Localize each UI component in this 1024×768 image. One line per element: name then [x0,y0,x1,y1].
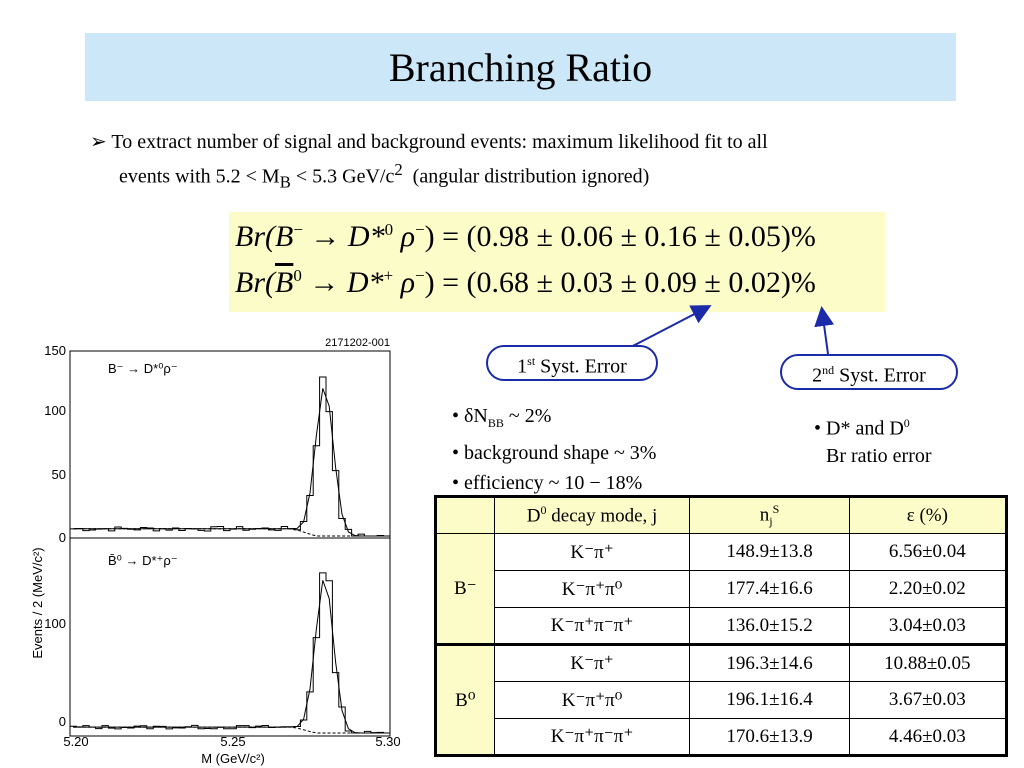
c1-pre: 1 [517,355,528,378]
bullet-line-2-sub: B [279,172,291,192]
header-eff: ε (%) [849,497,1006,534]
bullet-line-2-sup: 2 [394,160,403,179]
cell-mode: K⁻π⁺π⁻π⁺ [494,719,690,756]
branching-ratio-formula [229,212,885,312]
table-header-row [436,497,1007,534]
cell-eff: 6.56±0.04 [849,534,1006,571]
table-row [436,719,1007,756]
f2-rho-sup: − [415,266,425,285]
f1-lhs-sup: − [293,220,303,239]
ytick-top-0: 0 [58,530,66,545]
formula-row-neutral [235,266,816,300]
bottom-panel-label: B̄⁰ → D*⁺ρ⁻ [108,553,178,568]
second-syst-error-callout [780,354,958,390]
f1-lhs: Br(B [235,220,294,253]
table-row [436,571,1007,608]
bullet-line-2-b: < 5.3 GeV/c [290,165,395,188]
f2-b-sup: 0 [293,266,302,285]
ytick-top-100: 100 [44,403,66,418]
group-b-zero: B⁰ [436,645,495,756]
syst-item-nbb [452,401,656,438]
f2-b: $\overline{B}$ [275,266,294,299]
slide-title: Branching Ratio [388,44,653,90]
cell-mode: K⁻π⁺π⁰ [494,682,690,719]
cell-mode: K⁻π⁺π⁰ [494,571,690,608]
title-bar [85,33,956,101]
top-histogram [70,377,390,536]
hm-pre: D [526,505,541,527]
ytick-top-50: 50 [51,467,66,482]
cell-n: 196.3±14.6 [690,645,849,682]
fit-curve [73,580,387,733]
cell-mode: K⁻π⁺π⁻π⁺ [494,608,690,645]
cell-eff: 2.20±0.02 [849,571,1006,608]
header-blank [436,497,495,534]
note-line-1 [814,410,932,443]
header-n [690,497,849,534]
f2-lhs: Br( [235,266,275,299]
cell-eff: 4.46±0.03 [849,719,1006,756]
table-row [436,645,1007,682]
hm-sup: 0 [540,503,547,518]
bullet-marker: ➢ [90,131,107,153]
first-syst-error-callout [486,345,658,381]
plot-ylabel: Events / 2 (MeV/c²) [30,547,45,659]
s1-sub: BB [487,416,504,430]
syst-item-background: • background shape ~ 3% [452,442,657,464]
second-syst-note [814,410,932,470]
intro-bullet [90,128,970,197]
s1-post: ~ 2% [503,405,552,427]
mass-fit-plot [28,333,406,768]
hm-post: decay mode, j [546,505,658,527]
f1-arrow: → D* [302,220,385,253]
table-row [436,682,1007,719]
c1-post: Syst. Error [535,355,627,378]
c2-pre: 2 [812,364,823,387]
plot-xlabel: M (GeV/c²) [201,751,265,766]
f1-rho: ρ [393,220,415,253]
n1-pre: • D* and D [814,417,904,440]
f2-rho: ρ [393,266,415,299]
cell-mode: K⁻π⁺ [494,645,690,682]
ytick-bottom-0: 0 [58,714,66,729]
xtick-520: 5.20 [63,734,89,749]
f2-arrow: → D* [301,266,384,299]
top-panel-frame [70,351,390,538]
formula-row-charged [235,220,816,254]
xtick-525: 5.25 [220,734,246,749]
f1-rho-sup: − [415,220,425,239]
n1-sup: 0 [903,416,910,430]
c2-post: Syst. Error [834,364,926,387]
ytick-bottom-100: 100 [44,616,66,631]
header-mode [494,497,690,534]
cell-eff: 3.04±0.03 [849,608,1006,645]
s1-pre: • δN [452,405,488,427]
f1-d-sup: 0 [384,220,394,239]
cell-mode: K⁻π⁺ [494,534,690,571]
f2-d-sup: + [383,266,394,285]
hn: n [759,504,770,526]
bullet-line-2-a: events with 5.2 < M [119,165,280,188]
table-row [436,534,1007,571]
second-error-arrow [822,310,828,354]
background-curve [73,727,387,733]
xtick-530: 5.30 [375,734,401,749]
hn-sup: S [772,501,780,516]
bullet-line-2-c: (angular distribution ignored) [402,165,650,188]
first-syst-list [452,401,656,498]
cell-eff: 10.88±0.05 [849,645,1006,682]
hn-sub: j [769,514,773,529]
fit-curve [73,388,387,536]
table-row [436,608,1007,645]
c1-sup: st [527,354,536,368]
ytick-top-150: 150 [44,343,66,358]
cell-n: 196.1±16.4 [690,682,849,719]
f1-rhs: ) = (0.98 ± 0.06 ± 0.16 ± 0.05)% [424,220,816,253]
plot-id-label: 2171202-001 [325,337,390,349]
first-error-arrow [625,307,708,350]
yield-table [434,495,1008,757]
cell-eff: 3.67±0.03 [849,682,1006,719]
cell-n: 148.9±13.8 [690,534,849,571]
cell-n: 170.6±13.9 [690,719,849,756]
cell-n: 177.4±16.6 [690,571,849,608]
bullet-line-2 [90,156,970,197]
cell-n: 136.0±15.2 [690,608,849,645]
f2-rhs: ) = (0.68 ± 0.03 ± 0.09 ± 0.02)% [424,266,816,299]
syst-item-efficiency: • efficiency ~ 10 − 18% [452,472,643,494]
group-b-minus: B⁻ [436,534,495,645]
c2-sup: nd [822,363,835,377]
top-panel-label: B⁻ → D*⁰ρ⁻ [108,361,178,376]
bullet-line-1: To extract number of signal and background events: maximum likelihood fit to all [111,131,768,153]
bottom-histogram [70,573,390,733]
note-line-2: Br ratio error [826,444,932,467]
